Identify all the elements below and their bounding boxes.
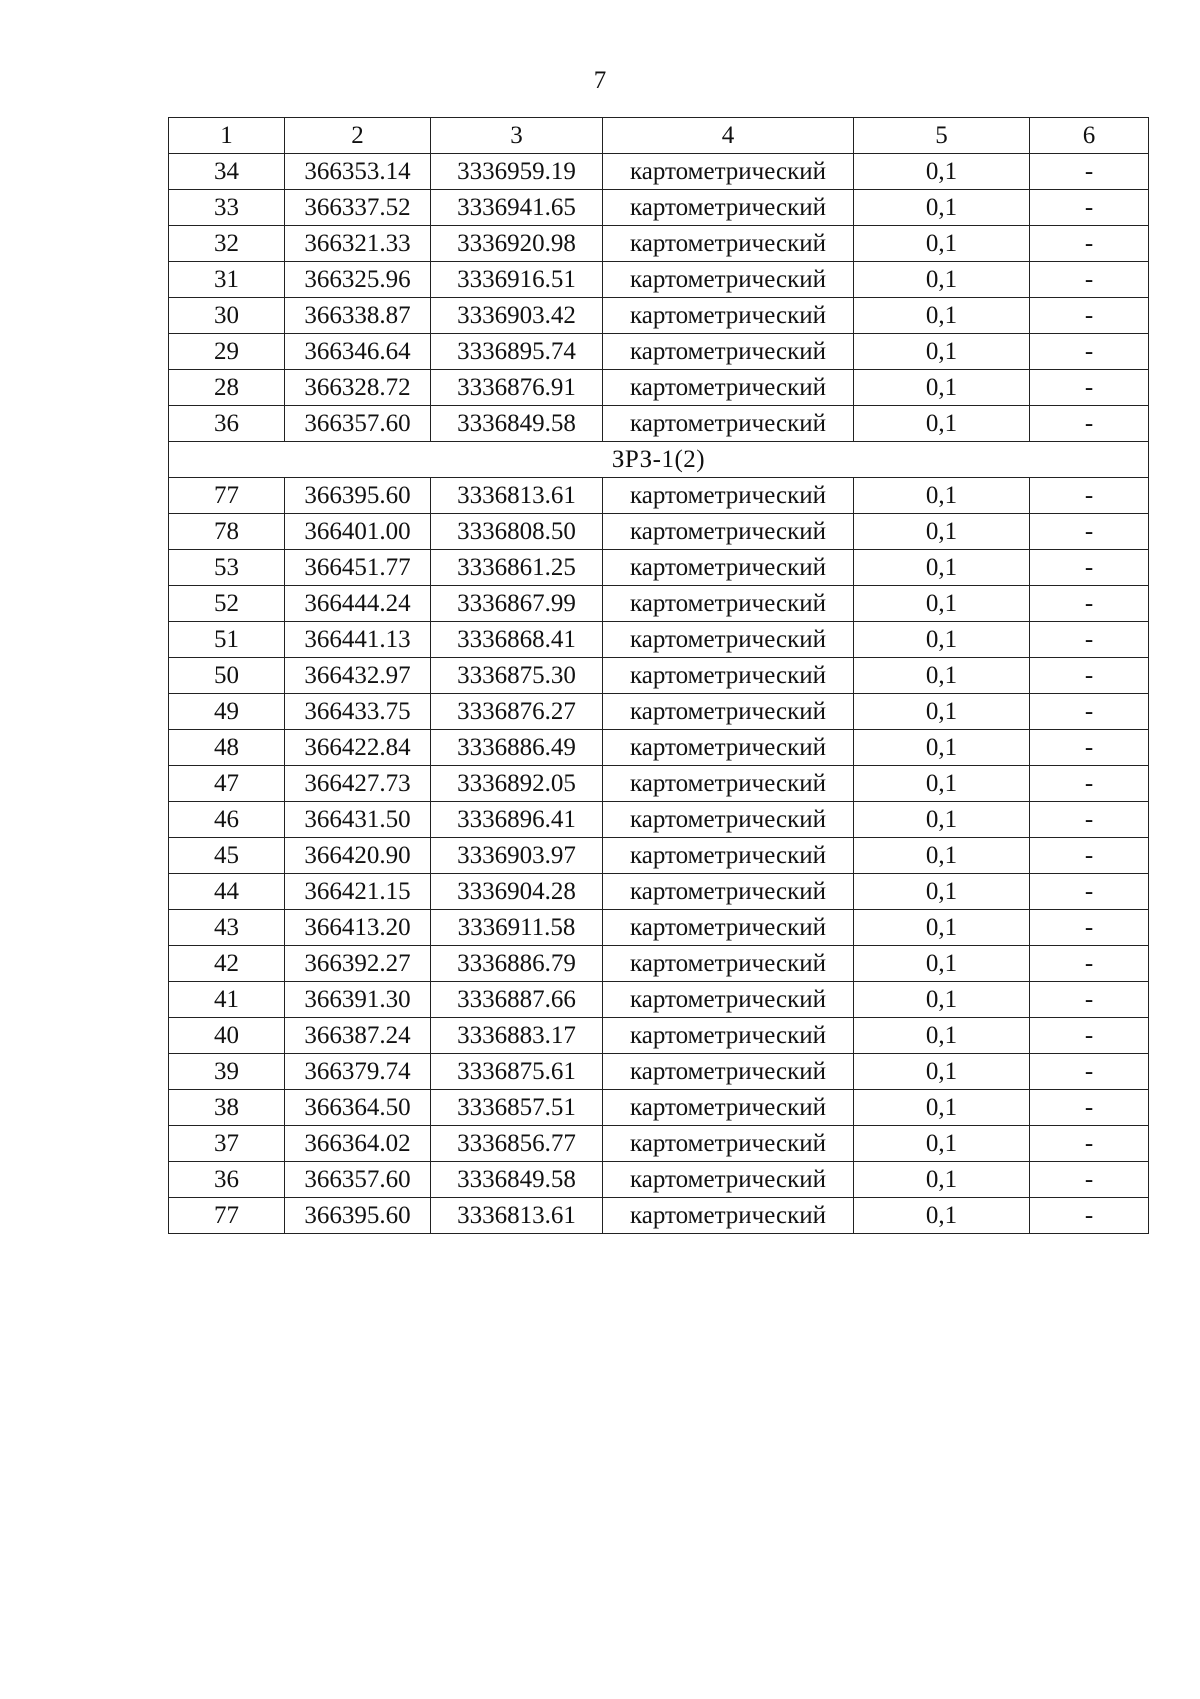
x-coordinate-cell: 366451.77 [285, 550, 431, 586]
method-cell: картометрический [603, 514, 854, 550]
table-row [169, 874, 1149, 910]
accuracy-cell: 0,1 [854, 802, 1030, 838]
y-coordinate-cell: 3336895.74 [431, 334, 603, 370]
note-cell: - [1030, 874, 1149, 910]
accuracy-cell: 0,1 [854, 550, 1030, 586]
table-row [169, 190, 1149, 226]
method-cell: картометрический [603, 550, 854, 586]
table-row [169, 1054, 1149, 1090]
x-coordinate-cell: 366379.74 [285, 1054, 431, 1090]
y-coordinate-cell: 3336849.58 [431, 406, 603, 442]
x-coordinate-cell: 366444.24 [285, 586, 431, 622]
table-row [169, 550, 1149, 586]
table-row [169, 910, 1149, 946]
accuracy-cell: 0,1 [854, 730, 1030, 766]
y-coordinate-cell: 3336808.50 [431, 514, 603, 550]
table-row [169, 334, 1149, 370]
x-coordinate-cell: 366431.50 [285, 802, 431, 838]
table-row [169, 1198, 1149, 1234]
coordinates-table [168, 117, 1149, 1234]
method-cell: картометрический [603, 1126, 854, 1162]
method-cell: картометрический [603, 1198, 854, 1234]
accuracy-cell: 0,1 [854, 334, 1030, 370]
table-row [169, 730, 1149, 766]
table-header-row [169, 118, 1149, 154]
point-number-cell: 77 [169, 478, 285, 514]
accuracy-cell: 0,1 [854, 694, 1030, 730]
table-row [169, 1126, 1149, 1162]
table-row [169, 370, 1149, 406]
table-row [169, 262, 1149, 298]
accuracy-cell: 0,1 [854, 1198, 1030, 1234]
method-cell: картометрический [603, 910, 854, 946]
point-number-cell: 33 [169, 190, 285, 226]
table-row [169, 406, 1149, 442]
y-coordinate-cell: 3336861.25 [431, 550, 603, 586]
table-row [169, 1018, 1149, 1054]
accuracy-cell: 0,1 [854, 1090, 1030, 1126]
method-cell: картометрический [603, 982, 854, 1018]
x-coordinate-cell: 366357.60 [285, 1162, 431, 1198]
y-coordinate-cell: 3336856.77 [431, 1126, 603, 1162]
note-cell: - [1030, 802, 1149, 838]
method-cell: картометрический [603, 766, 854, 802]
point-number-cell: 30 [169, 298, 285, 334]
point-number-cell: 40 [169, 1018, 285, 1054]
note-cell: - [1030, 478, 1149, 514]
table-row [169, 298, 1149, 334]
note-cell: - [1030, 262, 1149, 298]
y-coordinate-cell: 3336868.41 [431, 622, 603, 658]
y-coordinate-cell: 3336876.27 [431, 694, 603, 730]
point-number-cell: 37 [169, 1126, 285, 1162]
y-coordinate-cell: 3336941.65 [431, 190, 603, 226]
method-cell: картометрический [603, 1162, 854, 1198]
point-number-cell: 77 [169, 1198, 285, 1234]
note-cell: - [1030, 298, 1149, 334]
x-coordinate-cell: 366337.52 [285, 190, 431, 226]
x-coordinate-cell: 366328.72 [285, 370, 431, 406]
point-number-cell: 42 [169, 946, 285, 982]
point-number-cell: 39 [169, 1054, 285, 1090]
y-coordinate-cell: 3336883.17 [431, 1018, 603, 1054]
y-coordinate-cell: 3336892.05 [431, 766, 603, 802]
x-coordinate-cell: 366346.64 [285, 334, 431, 370]
note-cell: - [1030, 586, 1149, 622]
x-coordinate-cell: 366364.02 [285, 1126, 431, 1162]
method-cell: картометрический [603, 154, 854, 190]
accuracy-cell: 0,1 [854, 514, 1030, 550]
table-row [169, 766, 1149, 802]
method-cell: картометрический [603, 874, 854, 910]
accuracy-cell: 0,1 [854, 586, 1030, 622]
y-coordinate-cell: 3336904.28 [431, 874, 603, 910]
method-cell: картометрический [603, 298, 854, 334]
y-coordinate-cell: 3336903.97 [431, 838, 603, 874]
table-row [169, 802, 1149, 838]
note-cell: - [1030, 622, 1149, 658]
point-number-cell: 32 [169, 226, 285, 262]
point-number-cell: 45 [169, 838, 285, 874]
y-coordinate-cell: 3336875.61 [431, 1054, 603, 1090]
y-coordinate-cell: 3336813.61 [431, 478, 603, 514]
table-row [169, 154, 1149, 190]
point-number-cell: 43 [169, 910, 285, 946]
note-cell: - [1030, 334, 1149, 370]
method-cell: картометрический [603, 1054, 854, 1090]
note-cell: - [1030, 910, 1149, 946]
accuracy-cell: 0,1 [854, 982, 1030, 1018]
table-row [169, 586, 1149, 622]
header-cell-4: 4 [603, 118, 854, 154]
table-row [169, 1162, 1149, 1198]
accuracy-cell: 0,1 [854, 406, 1030, 442]
method-cell: картометрический [603, 658, 854, 694]
x-coordinate-cell: 366395.60 [285, 478, 431, 514]
accuracy-cell: 0,1 [854, 1054, 1030, 1090]
note-cell: - [1030, 766, 1149, 802]
point-number-cell: 31 [169, 262, 285, 298]
method-cell: картометрический [603, 1090, 854, 1126]
note-cell: - [1030, 1162, 1149, 1198]
x-coordinate-cell: 366364.50 [285, 1090, 431, 1126]
x-coordinate-cell: 366387.24 [285, 1018, 431, 1054]
point-number-cell: 44 [169, 874, 285, 910]
note-cell: - [1030, 370, 1149, 406]
x-coordinate-cell: 366427.73 [285, 766, 431, 802]
method-cell: картометрический [603, 694, 854, 730]
x-coordinate-cell: 366325.96 [285, 262, 431, 298]
method-cell: картометрический [603, 262, 854, 298]
page-number: 7 [593, 67, 607, 94]
accuracy-cell: 0,1 [854, 226, 1030, 262]
x-coordinate-cell: 366432.97 [285, 658, 431, 694]
header-cell-3: 3 [431, 118, 603, 154]
note-cell: - [1030, 694, 1149, 730]
x-coordinate-cell: 366413.20 [285, 910, 431, 946]
method-cell: картометрический [603, 226, 854, 262]
point-number-cell: 48 [169, 730, 285, 766]
x-coordinate-cell: 366357.60 [285, 406, 431, 442]
point-number-cell: 49 [169, 694, 285, 730]
accuracy-cell: 0,1 [854, 946, 1030, 982]
note-cell: - [1030, 730, 1149, 766]
header-cell-1: 1 [169, 118, 285, 154]
y-coordinate-cell: 3336887.66 [431, 982, 603, 1018]
table-row [169, 838, 1149, 874]
note-cell: - [1030, 1054, 1149, 1090]
point-number-cell: 41 [169, 982, 285, 1018]
note-cell: - [1030, 226, 1149, 262]
x-coordinate-cell: 366392.27 [285, 946, 431, 982]
x-coordinate-cell: 366422.84 [285, 730, 431, 766]
y-coordinate-cell: 3336911.58 [431, 910, 603, 946]
note-cell: - [1030, 406, 1149, 442]
table-row [169, 1090, 1149, 1126]
method-cell: картометрический [603, 622, 854, 658]
method-cell: картометрический [603, 1018, 854, 1054]
y-coordinate-cell: 3336886.79 [431, 946, 603, 982]
note-cell: - [1030, 982, 1149, 1018]
method-cell: картометрический [603, 802, 854, 838]
y-coordinate-cell: 3336920.98 [431, 226, 603, 262]
point-number-cell: 53 [169, 550, 285, 586]
method-cell: картометрический [603, 946, 854, 982]
y-coordinate-cell: 3336916.51 [431, 262, 603, 298]
coordinates-table-body [169, 118, 1149, 1234]
x-coordinate-cell: 366401.00 [285, 514, 431, 550]
x-coordinate-cell: 366433.75 [285, 694, 431, 730]
header-cell-2: 2 [285, 118, 431, 154]
accuracy-cell: 0,1 [854, 370, 1030, 406]
x-coordinate-cell: 366395.60 [285, 1198, 431, 1234]
point-number-cell: 46 [169, 802, 285, 838]
point-number-cell: 52 [169, 586, 285, 622]
y-coordinate-cell: 3336813.61 [431, 1198, 603, 1234]
y-coordinate-cell: 3336867.99 [431, 586, 603, 622]
note-cell: - [1030, 838, 1149, 874]
y-coordinate-cell: 3336876.91 [431, 370, 603, 406]
table-row [169, 946, 1149, 982]
x-coordinate-cell: 366441.13 [285, 622, 431, 658]
method-cell: картометрический [603, 370, 854, 406]
section-label: ЗРЗ-1(2) [169, 442, 1149, 478]
header-cell-5: 5 [854, 118, 1030, 154]
x-coordinate-cell: 366321.33 [285, 226, 431, 262]
table-row [169, 694, 1149, 730]
table-row [169, 658, 1149, 694]
note-cell: - [1030, 1090, 1149, 1126]
table-row [169, 478, 1149, 514]
y-coordinate-cell: 3336886.49 [431, 730, 603, 766]
accuracy-cell: 0,1 [854, 1126, 1030, 1162]
y-coordinate-cell: 3336849.58 [431, 1162, 603, 1198]
accuracy-cell: 0,1 [854, 622, 1030, 658]
note-cell: - [1030, 946, 1149, 982]
point-number-cell: 36 [169, 406, 285, 442]
point-number-cell: 28 [169, 370, 285, 406]
accuracy-cell: 0,1 [854, 838, 1030, 874]
method-cell: картометрический [603, 334, 854, 370]
y-coordinate-cell: 3336903.42 [431, 298, 603, 334]
note-cell: - [1030, 514, 1149, 550]
note-cell: - [1030, 658, 1149, 694]
y-coordinate-cell: 3336875.30 [431, 658, 603, 694]
accuracy-cell: 0,1 [854, 190, 1030, 226]
point-number-cell: 34 [169, 154, 285, 190]
point-number-cell: 29 [169, 334, 285, 370]
note-cell: - [1030, 190, 1149, 226]
accuracy-cell: 0,1 [854, 262, 1030, 298]
section-row [169, 442, 1149, 478]
table-row [169, 226, 1149, 262]
note-cell: - [1030, 154, 1149, 190]
note-cell: - [1030, 1126, 1149, 1162]
accuracy-cell: 0,1 [854, 1162, 1030, 1198]
method-cell: картометрический [603, 406, 854, 442]
x-coordinate-cell: 366420.90 [285, 838, 431, 874]
y-coordinate-cell: 3336857.51 [431, 1090, 603, 1126]
method-cell: картометрический [603, 730, 854, 766]
x-coordinate-cell: 366391.30 [285, 982, 431, 1018]
accuracy-cell: 0,1 [854, 1018, 1030, 1054]
point-number-cell: 51 [169, 622, 285, 658]
accuracy-cell: 0,1 [854, 154, 1030, 190]
note-cell: - [1030, 1018, 1149, 1054]
accuracy-cell: 0,1 [854, 478, 1030, 514]
point-number-cell: 47 [169, 766, 285, 802]
table-row [169, 982, 1149, 1018]
note-cell: - [1030, 1198, 1149, 1234]
accuracy-cell: 0,1 [854, 910, 1030, 946]
accuracy-cell: 0,1 [854, 658, 1030, 694]
method-cell: картометрический [603, 838, 854, 874]
table-row [169, 514, 1149, 550]
accuracy-cell: 0,1 [854, 874, 1030, 910]
point-number-cell: 38 [169, 1090, 285, 1126]
x-coordinate-cell: 366353.14 [285, 154, 431, 190]
method-cell: картометрический [603, 586, 854, 622]
method-cell: картометрический [603, 190, 854, 226]
x-coordinate-cell: 366338.87 [285, 298, 431, 334]
point-number-cell: 50 [169, 658, 285, 694]
table-row [169, 622, 1149, 658]
accuracy-cell: 0,1 [854, 298, 1030, 334]
x-coordinate-cell: 366421.15 [285, 874, 431, 910]
method-cell: картометрический [603, 478, 854, 514]
point-number-cell: 36 [169, 1162, 285, 1198]
y-coordinate-cell: 3336896.41 [431, 802, 603, 838]
header-cell-6: 6 [1030, 118, 1149, 154]
note-cell: - [1030, 550, 1149, 586]
point-number-cell: 78 [169, 514, 285, 550]
y-coordinate-cell: 3336959.19 [431, 154, 603, 190]
accuracy-cell: 0,1 [854, 766, 1030, 802]
